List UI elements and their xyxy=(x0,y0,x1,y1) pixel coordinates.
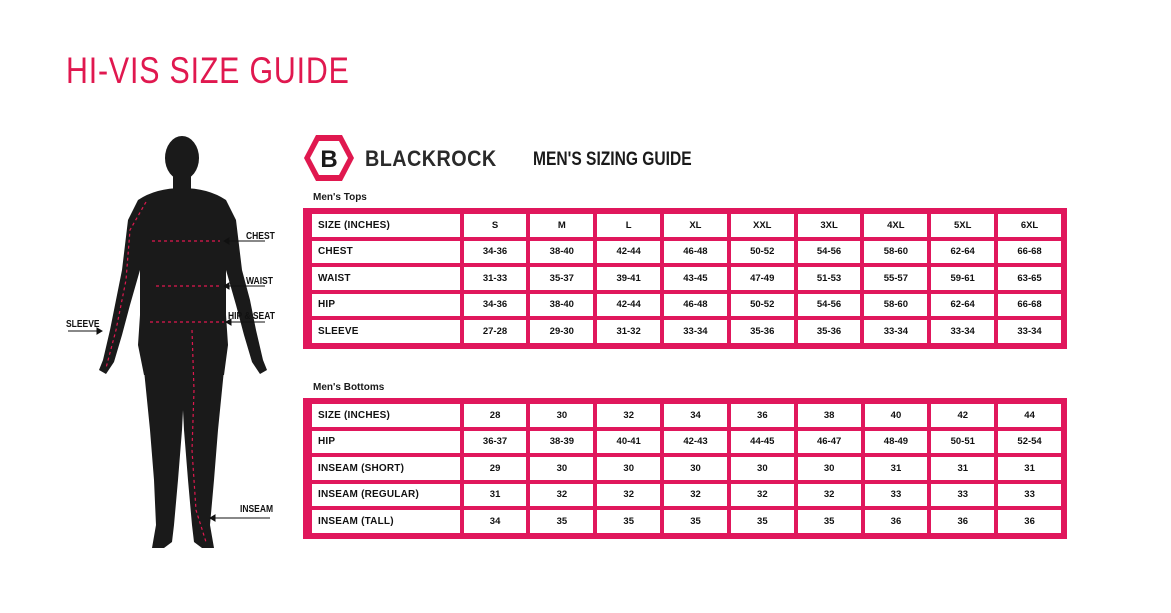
table-cell: 66-68 xyxy=(998,294,1061,317)
table-cell: 52-54 xyxy=(998,431,1061,454)
row-label-cell: INSEAM (SHORT) xyxy=(312,457,460,480)
table-cell: 44-45 xyxy=(731,431,794,454)
table-cell: 42-43 xyxy=(664,431,727,454)
table-cell: 34-36 xyxy=(464,294,527,317)
table-cell: 54-56 xyxy=(798,294,861,317)
table-cell: 29 xyxy=(464,457,527,480)
brand-guide-title: MEN'S SIZING GUIDE xyxy=(533,149,692,170)
table-cell: 34 xyxy=(664,404,727,427)
table-row xyxy=(312,457,1061,480)
table-cell: 35-37 xyxy=(530,267,593,290)
table-cell: 55-57 xyxy=(864,267,927,290)
table-row xyxy=(312,241,1061,264)
sizing-panel xyxy=(303,128,1068,568)
table-cell: 66-68 xyxy=(998,241,1061,264)
table-cell: 35 xyxy=(530,510,593,533)
tops-table xyxy=(303,208,1067,349)
table-cell: 30 xyxy=(530,457,593,480)
table-cell: 48-49 xyxy=(865,431,928,454)
row-label-cell: CHEST xyxy=(312,241,460,264)
table-row xyxy=(312,267,1061,290)
table-cell: 31 xyxy=(931,457,994,480)
table-cell: 38-39 xyxy=(530,431,593,454)
table-cell: 43-45 xyxy=(664,267,727,290)
table-cell: 31-32 xyxy=(597,320,660,343)
table-cell: 38 xyxy=(798,404,861,427)
table-cell: S xyxy=(464,214,527,237)
table-row xyxy=(312,510,1061,533)
table-cell: 32 xyxy=(731,484,794,507)
bottoms-table xyxy=(303,398,1067,539)
row-label-cell: INSEAM (TALL) xyxy=(312,510,460,533)
table-cell: 31 xyxy=(464,484,527,507)
table-cell: 32 xyxy=(597,484,660,507)
table-cell: 32 xyxy=(597,404,660,427)
table-cell: 36-37 xyxy=(464,431,527,454)
table-cell: 35-36 xyxy=(798,320,861,343)
table-cell: 58-60 xyxy=(864,294,927,317)
table-row xyxy=(312,294,1061,317)
table-cell: 50-52 xyxy=(731,241,794,264)
table-cell: 36 xyxy=(998,510,1061,533)
silhouette-illustration xyxy=(60,130,300,560)
table-cell: 33 xyxy=(931,484,994,507)
table-cell: 46-48 xyxy=(664,241,727,264)
table-cell: 31 xyxy=(998,457,1061,480)
table-row xyxy=(312,484,1061,507)
table-row xyxy=(312,431,1061,454)
table-cell: 42 xyxy=(931,404,994,427)
table-cell: 30 xyxy=(798,457,861,480)
tops-section-label: Men's Tops xyxy=(313,192,367,203)
table-cell: 31-33 xyxy=(464,267,527,290)
table-cell: 36 xyxy=(731,404,794,427)
table-cell: 46-47 xyxy=(798,431,861,454)
brand-header xyxy=(303,133,723,183)
table-cell: 29-30 xyxy=(530,320,593,343)
waist-label: WAIST xyxy=(246,276,273,287)
table-cell: 32 xyxy=(798,484,861,507)
table-cell: 35-36 xyxy=(731,320,794,343)
table-cell: 36 xyxy=(865,510,928,533)
hip-seat-label: HIP & SEAT xyxy=(228,311,275,322)
table-cell: 39-41 xyxy=(597,267,660,290)
table-cell: 35 xyxy=(798,510,861,533)
bottoms-section-label: Men's Bottoms xyxy=(313,382,385,393)
table-cell: 58-60 xyxy=(864,241,927,264)
table-cell: 47-49 xyxy=(731,267,794,290)
table-cell: L xyxy=(597,214,660,237)
table-cell: 6XL xyxy=(998,214,1061,237)
table-cell: 54-56 xyxy=(798,241,861,264)
sleeve-label: SLEEVE xyxy=(66,319,100,330)
row-label-cell: WAIST xyxy=(312,267,460,290)
table-cell: 59-61 xyxy=(931,267,994,290)
table-header-row xyxy=(312,404,1061,427)
row-label-cell: SIZE (INCHES) xyxy=(312,214,460,237)
table-cell: 4XL xyxy=(864,214,927,237)
table-cell: 35 xyxy=(731,510,794,533)
table-cell: 5XL xyxy=(931,214,994,237)
brand-name: BLACKROCK xyxy=(365,146,497,171)
table-cell: 28 xyxy=(464,404,527,427)
table-cell: 42-44 xyxy=(597,241,660,264)
row-label-cell: SIZE (INCHES) xyxy=(312,404,460,427)
row-label-cell: INSEAM (REGULAR) xyxy=(312,484,460,507)
table-cell: 62-64 xyxy=(931,241,994,264)
table-cell: 33-34 xyxy=(931,320,994,343)
row-label-cell: HIP xyxy=(312,294,460,317)
table-cell: 30 xyxy=(530,404,593,427)
table-cell: 63-65 xyxy=(998,267,1061,290)
table-cell: 33 xyxy=(998,484,1061,507)
table-cell: 33 xyxy=(865,484,928,507)
table-cell: 38-40 xyxy=(530,241,593,264)
table-cell: 46-48 xyxy=(664,294,727,317)
table-cell: XL xyxy=(664,214,727,237)
table-cell: 50-52 xyxy=(731,294,794,317)
table-header-row xyxy=(312,214,1061,237)
table-cell: M xyxy=(530,214,593,237)
table-cell: 34 xyxy=(464,510,527,533)
table-cell: 30 xyxy=(731,457,794,480)
table-cell: 38-40 xyxy=(530,294,593,317)
table-cell: 3XL xyxy=(798,214,861,237)
blackrock-logo-icon xyxy=(303,133,355,183)
page-title: HI-VIS SIZE GUIDE xyxy=(66,50,350,91)
table-cell: 51-53 xyxy=(798,267,861,290)
body-measurement-figure xyxy=(60,130,300,560)
svg-text:B: B xyxy=(320,146,338,173)
table-cell: 30 xyxy=(664,457,727,480)
table-cell: 36 xyxy=(931,510,994,533)
table-cell: 32 xyxy=(530,484,593,507)
inseam-label: INSEAM xyxy=(240,504,274,515)
row-label-cell: HIP xyxy=(312,431,460,454)
table-cell: 33-34 xyxy=(998,320,1061,343)
table-cell: 33-34 xyxy=(664,320,727,343)
table-row xyxy=(312,320,1061,343)
table-cell: XXL xyxy=(731,214,794,237)
table-cell: 27-28 xyxy=(464,320,527,343)
row-label-cell: SLEEVE xyxy=(312,320,460,343)
chest-label: CHEST xyxy=(246,231,275,242)
table-cell: 33-34 xyxy=(864,320,927,343)
table-cell: 35 xyxy=(597,510,660,533)
table-cell: 35 xyxy=(664,510,727,533)
table-cell: 44 xyxy=(998,404,1061,427)
table-cell: 34-36 xyxy=(464,241,527,264)
table-cell: 42-44 xyxy=(597,294,660,317)
table-cell: 30 xyxy=(597,457,660,480)
table-cell: 31 xyxy=(865,457,928,480)
table-cell: 40-41 xyxy=(597,431,660,454)
table-cell: 40 xyxy=(865,404,928,427)
table-cell: 50-51 xyxy=(931,431,994,454)
table-cell: 32 xyxy=(664,484,727,507)
table-cell: 62-64 xyxy=(931,294,994,317)
